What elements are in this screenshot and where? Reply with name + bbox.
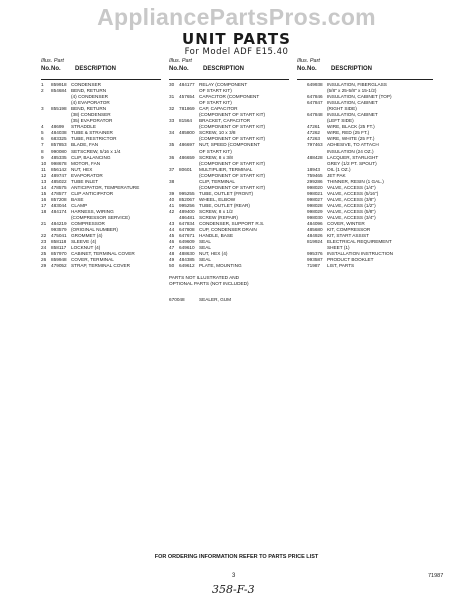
part-number: 998029 xyxy=(307,208,323,214)
part-description: INSULATION, FIBERGLASS xyxy=(327,82,387,87)
part-description: ELECTRICAL REQUIREMENT xyxy=(327,239,392,245)
part-number: 647846 xyxy=(307,94,323,100)
illus-number: 21 xyxy=(41,221,47,227)
part-number: 71987 xyxy=(307,263,321,269)
part-description: (COMPONENT OF START KIT) xyxy=(199,136,266,142)
part-number: 478575 xyxy=(51,184,67,190)
part-description: (ORIGINAL NUMBER) xyxy=(71,227,118,233)
illus-number: 39 xyxy=(169,190,175,196)
part-description: (35) EVAPORATOR xyxy=(71,118,113,124)
part-number: 998021 xyxy=(307,190,323,196)
illus-number: 4 xyxy=(41,124,44,130)
part-description: CUP, CONDENSER DRAIN xyxy=(199,227,257,233)
part-number: 993579 xyxy=(51,227,67,233)
table-row xyxy=(41,263,161,269)
part-number: 759465 xyxy=(307,172,323,178)
illus-number: 49 xyxy=(169,257,175,263)
column-header xyxy=(297,57,433,80)
part-description: INSULATION, CABINET (TOP) xyxy=(327,94,392,100)
part-description: (COMPONENT OF START KIT) xyxy=(199,184,266,190)
part-number: 484219 xyxy=(51,221,67,227)
illus-number: 8 xyxy=(41,148,44,154)
page-subtitle: For Model ADF E15.40 xyxy=(184,47,289,57)
part-description: CAP, CAPACITOR xyxy=(199,106,238,112)
illus-number: 47 xyxy=(169,245,175,251)
part-number: 48699 xyxy=(51,124,65,130)
illus-number: 36 xyxy=(169,154,175,160)
part-description: CLIP ANTICIPATOR xyxy=(71,190,114,196)
part-number: 995255 xyxy=(179,190,195,196)
part-description: CABINET, TERMINAL COVER xyxy=(71,251,135,257)
part-description: EVAPORATOR xyxy=(71,172,103,178)
part-number: 797463 xyxy=(307,142,323,148)
part-number: 647671 xyxy=(179,233,195,239)
part-description: SETSCREW, 5/16 x 1/4 xyxy=(71,148,121,154)
part-description: CLIP, BALANCING xyxy=(71,154,111,160)
part-description: SCREW, 8 x 1/2 xyxy=(199,208,233,214)
part-number: 857208 xyxy=(51,196,67,202)
part-description: CLIP, TERMINAL xyxy=(199,178,236,184)
part-number: 489400 xyxy=(179,208,195,214)
part-description: SHEET (1) xyxy=(327,245,350,251)
part-description: BLADE, FAN xyxy=(71,142,99,148)
part-number: 649609 xyxy=(179,239,195,245)
parts-column-2 xyxy=(169,57,289,303)
part-description: SEAL xyxy=(199,257,211,263)
part-number: 478577 xyxy=(51,190,67,196)
illus-number: 50 xyxy=(169,263,175,269)
part-description: CAPACITOR (COMPONENT xyxy=(199,94,260,100)
part-number: 484926 xyxy=(307,233,323,239)
part-number: 998027 xyxy=(307,196,323,202)
part-number: 857970 xyxy=(51,251,67,257)
parts-column-3 xyxy=(297,57,433,269)
part-description: VALVE, ACCESS (5/16") xyxy=(327,190,379,196)
illus-number: 9 xyxy=(41,154,44,160)
part-number: 18943 xyxy=(307,166,321,172)
part-description: VALVE, ACCESS (3/4") xyxy=(327,215,376,221)
part-description: HARNESS, WIRING xyxy=(71,208,114,214)
header-part-no: No. xyxy=(51,66,61,72)
part-description: COVER, WINTER xyxy=(327,221,365,227)
part-description: SLEEVE (4) xyxy=(71,239,97,245)
column-header xyxy=(169,57,289,80)
part-description: TUBE, RESTRICTOR xyxy=(71,136,117,142)
part-description: COMPRESSOR xyxy=(71,221,105,227)
page-number: 3 xyxy=(232,573,236,579)
part-description: INSTALLATION INSTRUCTION xyxy=(327,251,393,257)
part-description: THINNER, RESIN (1 GAL.) xyxy=(327,178,384,184)
part-description: MULTIPLIER, TERMINAL xyxy=(199,166,253,172)
part-number: 819924 xyxy=(307,239,323,245)
part-description: ADHESIVE, TO ATTACH xyxy=(327,142,379,148)
illus-number: 30 xyxy=(169,82,175,87)
part-number: 488428 xyxy=(307,154,323,160)
illus-number: 33 xyxy=(169,118,175,124)
part-description: BEND, RETURN xyxy=(71,88,107,94)
part-number: 81564 xyxy=(179,118,193,124)
part-number: 479052 xyxy=(51,263,67,269)
header-illus: Illus. Part xyxy=(297,58,320,64)
part-number: 670048 xyxy=(169,297,185,303)
part-description: TUBE INLET xyxy=(71,178,99,184)
part-number: 857853 xyxy=(51,142,67,148)
parts-list xyxy=(169,82,289,269)
part-number: 484096 xyxy=(307,221,323,227)
part-description: BRACKET, CAPACITOR xyxy=(199,118,251,124)
illus-number: 37 xyxy=(169,166,175,172)
column-header xyxy=(41,57,161,80)
part-description: STRADDLE xyxy=(71,124,97,130)
illus-number: 15 xyxy=(41,190,47,196)
illus-number: 41 xyxy=(169,202,175,208)
part-description: (5/8" x 25-5/8" x 15-1/2) xyxy=(327,88,377,94)
part-description: STRAP, TERMINAL COVER xyxy=(71,263,131,269)
part-number: 47263 xyxy=(307,136,321,142)
part-number: 859948 xyxy=(51,257,67,263)
part-description: (RIGHT SIDE) xyxy=(327,106,357,112)
parts-column-1 xyxy=(41,57,161,269)
part-number: 299286 xyxy=(307,178,323,184)
header-part-no: No. xyxy=(307,66,317,72)
part-description: WIRE, WHITE (25 FT.) xyxy=(327,136,375,142)
part-number: 488630 xyxy=(179,251,195,257)
illus-number: 25 xyxy=(41,251,47,257)
note-line: PARTS NOT ILLUSTRATED AND xyxy=(169,275,239,281)
illus-number: 13 xyxy=(41,178,47,184)
part-description: SCREW (REPAIR) xyxy=(199,215,238,221)
part-description: (LEFT SIDE) xyxy=(327,118,354,124)
illus-number: 38 xyxy=(169,178,175,184)
illus-number xyxy=(297,263,307,269)
part-number: 457654 xyxy=(179,94,195,100)
part-number: 995376 xyxy=(307,251,323,257)
part-description: ANTICIPATOR, TEMPERATURE xyxy=(71,184,140,190)
part-description: SCREW, 10 x 3/8 xyxy=(199,130,236,136)
part-description: INSULATION, CABINET xyxy=(327,100,378,106)
header-illus: Illus. Part xyxy=(169,58,192,64)
part-number: 993587 xyxy=(307,257,323,263)
part-description: OF START KIT) xyxy=(199,148,232,154)
part-description: OF START KIT) xyxy=(199,100,232,106)
part-description: (COMPONENT OF START KIT) xyxy=(199,160,266,166)
part-description: KIT, COMPRESSOR xyxy=(327,227,371,233)
part-description: BASE xyxy=(71,196,84,202)
part-description: WHEEL, ELBOW xyxy=(199,196,236,202)
part-description: OIL (1 OZ.) xyxy=(327,166,351,172)
part-number: 649612 xyxy=(179,263,195,269)
part-number: 485800 xyxy=(179,130,195,136)
table-row xyxy=(297,263,433,269)
part-number: 647848 xyxy=(307,112,323,118)
part-number: 990080 xyxy=(51,148,67,154)
part-description: KIT, START ASSIST xyxy=(327,233,369,239)
part-number: 995256 xyxy=(179,202,195,208)
illus-number: 16 xyxy=(41,196,47,202)
part-number: 486481 xyxy=(179,215,195,221)
part-number: 80601 xyxy=(179,166,193,172)
part-description: WIRE, BLACK (25 FT.) xyxy=(327,124,375,130)
part-description: PRODUCT BOOKLET xyxy=(327,257,374,263)
part-description: HANDLE, BASE xyxy=(199,233,234,239)
illus-number: 6 xyxy=(41,136,44,142)
illus-number: 18 xyxy=(41,208,47,214)
part-number: 484385 xyxy=(179,257,195,263)
part-number: 859918 xyxy=(51,82,67,87)
part-description: SEAL xyxy=(199,239,211,245)
handwritten-note: 358-F-3 xyxy=(212,583,255,596)
parts-list xyxy=(297,82,433,269)
part-number: 998028 xyxy=(307,202,323,208)
illus-number: 31 xyxy=(169,94,175,100)
page-title: UNIT PARTS xyxy=(182,30,291,48)
illus-number: 40 xyxy=(169,196,175,202)
illus-number: 29 xyxy=(41,263,47,269)
illus-number: 32 xyxy=(169,106,175,112)
illus-number: 24 xyxy=(41,245,47,251)
part-number: 858118 xyxy=(51,239,67,245)
part-description: (COMPONENT OF START KIT) xyxy=(199,112,266,118)
illus-number: 26 xyxy=(41,257,47,263)
part-description: CLAMP xyxy=(71,202,88,208)
part-number: 852067 xyxy=(179,196,195,202)
illus-number: 48 xyxy=(169,251,175,257)
part-number: 486697 xyxy=(179,142,195,148)
watermark: AppliancePartsPros.com xyxy=(97,4,376,30)
part-description: RELAY (COMPONENT xyxy=(199,82,248,87)
illus-number: 10 xyxy=(41,160,47,166)
header-no: No. xyxy=(169,66,179,72)
part-number: 858117 xyxy=(51,245,67,251)
part-description: PLATE, MOUNTING xyxy=(199,263,242,269)
part-description: INSULATION (24 OZ.) xyxy=(327,148,374,154)
part-description: MOTOR, FAN xyxy=(71,160,101,166)
part-number: 47262 xyxy=(307,130,321,136)
part-number: 485335 xyxy=(51,154,67,160)
illus-number: 2 xyxy=(41,88,44,94)
part-number: 484177 xyxy=(179,82,195,87)
illus-number: 5 xyxy=(41,130,44,136)
part-description: (38) CONDENSER xyxy=(71,112,111,118)
illus-number: 42 xyxy=(169,208,175,214)
illus-number: 45 xyxy=(169,233,175,239)
part-description: TUBE, OUTLET (FRONT) xyxy=(199,190,254,196)
part-description: (COMPONENT OF START KIT) xyxy=(199,172,266,178)
part-number: 854684 xyxy=(51,88,67,94)
part-number: 855198 xyxy=(51,106,67,112)
part-number: 647808 xyxy=(179,227,195,233)
part-description: SCREW, 8 x 3/8 xyxy=(199,154,233,160)
part-number: 483044 xyxy=(51,202,67,208)
part-description: OF START KIT) xyxy=(199,88,232,94)
illus-number: 44 xyxy=(169,227,175,233)
part-description: SEALER, GUM xyxy=(199,297,232,303)
part-number: 683325 xyxy=(51,136,67,142)
header-description: DESCRIPTION xyxy=(331,66,373,72)
illus-number: 3 xyxy=(41,106,44,112)
part-number: 475041 xyxy=(51,233,67,239)
ordering-info-footer: FOR ORDERING INFORMATION REFER TO PARTS PRICE LIST xyxy=(154,554,319,560)
part-description: WIRE, RED (25 FT.) xyxy=(327,130,370,136)
part-number: 485680 xyxy=(307,227,323,233)
part-description: TUBE, OUTLET (REAR) xyxy=(199,202,250,208)
parts-list xyxy=(41,82,161,269)
part-description: CONDENSER xyxy=(71,82,101,87)
part-description: VALVE, ACCESS (1/2") xyxy=(327,202,376,208)
illus-number: 1 xyxy=(41,82,44,87)
part-number: 647847 xyxy=(307,100,323,106)
illus-number: 34 xyxy=(169,130,175,136)
illus-number: 23 xyxy=(41,239,47,245)
extra-part-row xyxy=(169,297,289,303)
illus-number: 43 xyxy=(169,221,175,227)
part-description: (COMPRESSOR SERVICE) xyxy=(71,215,130,221)
part-description: (4) CONDENSER xyxy=(71,94,108,100)
part-description: CONDENSER, SUPPORT R.S. xyxy=(199,221,265,227)
header-illus: Illus. Part xyxy=(41,58,64,64)
part-description: (4) EVAPORATOR xyxy=(71,100,110,106)
illus-number: 7 xyxy=(41,142,44,148)
part-number: 649610 xyxy=(179,245,195,251)
not-illustrated-note xyxy=(169,275,289,287)
part-number: 647834 xyxy=(179,221,195,227)
part-description: GREY (1/2 PT. SPOUT) xyxy=(327,160,377,166)
part-number: 781869 xyxy=(179,106,195,112)
part-description: TUBE & STRAINER xyxy=(71,130,113,136)
part-description: VALVE, ACCESS (5/8") xyxy=(327,208,376,214)
part-number: 489747 xyxy=(51,172,67,178)
part-description: NUT, HEX (4) xyxy=(199,251,228,257)
part-description: COVER, TERMINAL xyxy=(71,257,114,263)
header-no: No. xyxy=(41,66,51,72)
document-code: 71987 xyxy=(428,573,444,579)
illus-number: 14 xyxy=(41,184,47,190)
part-description: VALVE, ACCESS (1/4") xyxy=(327,184,376,190)
part-description: SEAL xyxy=(199,245,211,251)
header-no: No. xyxy=(297,66,307,72)
part-description: BEND, RETURN xyxy=(71,106,107,112)
part-description: NUT, HEX xyxy=(71,166,93,172)
header-description: DESCRIPTION xyxy=(203,66,245,72)
part-number: 486659 xyxy=(179,154,195,160)
part-number: 484174 xyxy=(51,208,67,214)
part-number: 998030 xyxy=(307,215,323,221)
part-number: 998678 xyxy=(51,160,67,166)
part-number: 485022 xyxy=(51,178,67,184)
illus-number: 12 xyxy=(41,172,47,178)
note-line: OPTIONAL PARTS (NOT INCLUDED) xyxy=(169,281,249,287)
illus-number: 46 xyxy=(169,239,175,245)
part-description: JET PAK xyxy=(327,172,346,178)
part-number: 649938 xyxy=(307,82,323,87)
part-description: LACQUER, STARLIGHT xyxy=(327,154,379,160)
part-number: 484038 xyxy=(51,130,67,136)
part-description: LOCKNUT (4) xyxy=(71,245,101,251)
illus-number: 11 xyxy=(41,166,46,172)
illus-number: 22 xyxy=(41,233,47,239)
part-number: 47261 xyxy=(307,124,321,130)
part-number: 856142 xyxy=(51,166,67,172)
part-description: GROMMET (4) xyxy=(71,233,103,239)
part-description: LIST, PARTS xyxy=(327,263,355,269)
illus-number: 35 xyxy=(169,142,175,148)
table-row xyxy=(169,263,289,269)
part-description: NUT, SPEED (COMPONENT xyxy=(199,142,260,148)
part-description: INSULATION, CABINET xyxy=(327,112,378,118)
illus-number: 17 xyxy=(41,202,47,208)
part-description: VALVE, ACCESS (3/8") xyxy=(327,196,376,202)
header-description: DESCRIPTION xyxy=(75,66,117,72)
header-part-no: No. xyxy=(179,66,189,72)
part-description: (COMPONENT OF START KIT) xyxy=(199,124,266,130)
part-number: 998020 xyxy=(307,184,323,190)
